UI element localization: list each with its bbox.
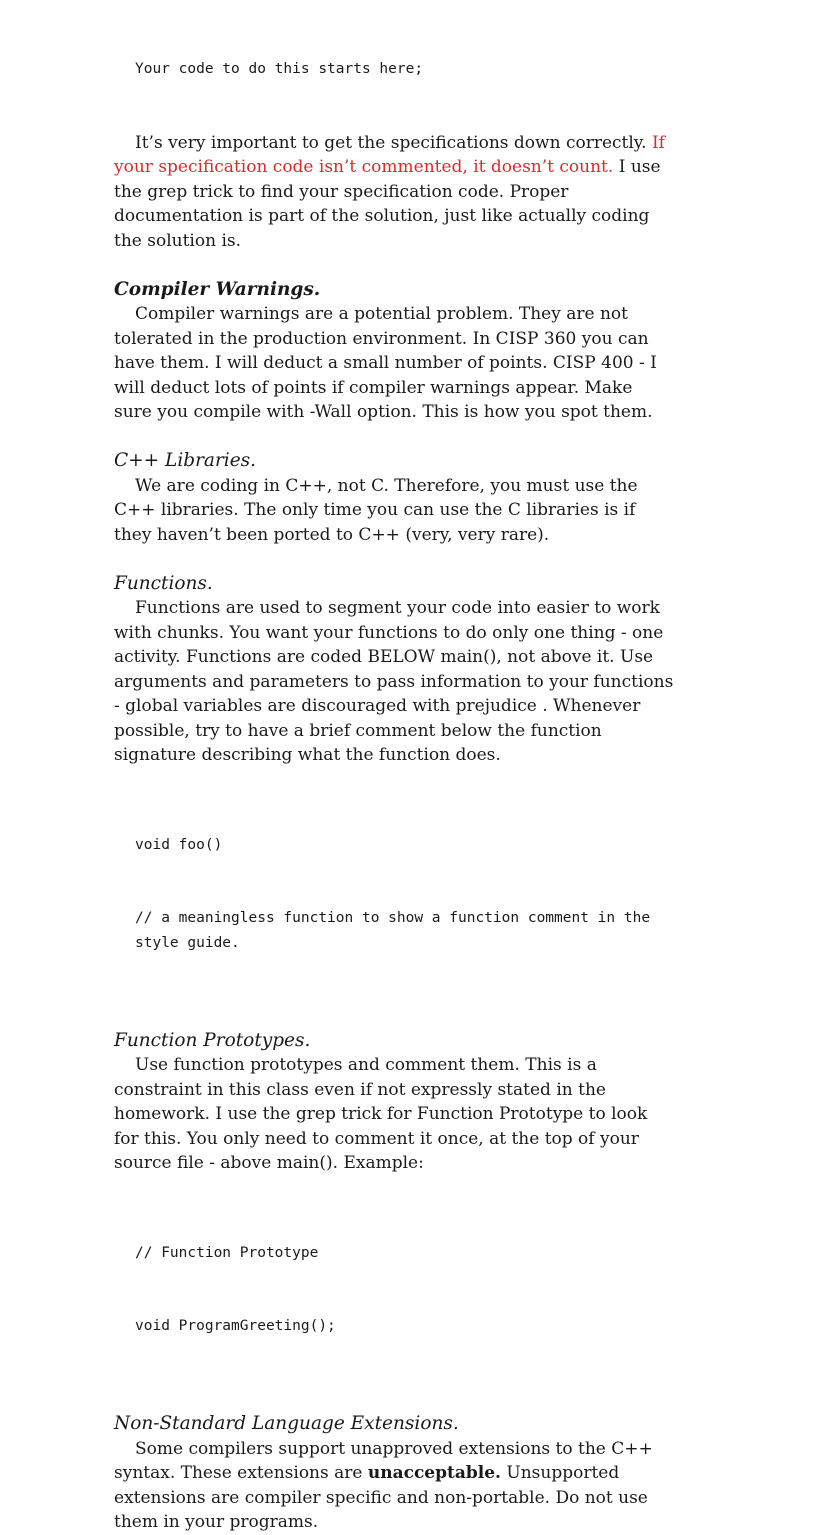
intro-warning-text: If your specification code isn’t commented, it doesn’t count.: [114, 132, 665, 177]
code-line: void foo(): [135, 836, 223, 853]
non-standard-paragraph: [114, 1437, 674, 1535]
intro-text-b: I use the grep trick to find your specification code. Proper documentation is part of the solution, just like actually coding the solution is.: [114, 157, 661, 251]
function-prototypes-paragraph: Use function prototypes and comment them. This is a constraint in this class even if not expressly stated in the homework. I use the grep trick for Function Prototype to look for this. You only need to comment it once, at the top of your source file - above main(). Example:: [114, 1055, 648, 1173]
function-prototypes-heading: Function Prototypes.: [114, 1029, 311, 1051]
function-prototypes-code-block: [114, 1192, 674, 1388]
cpp-libraries-heading: C++ Libraries.: [114, 450, 257, 471]
non-standard-text-b: Unsupported extensions are compiler specific and non-portable. Do not use them in your programs.: [114, 1463, 648, 1532]
non-standard-text-a: Some compilers support unapproved extensions to the C++ syntax. These extensions are: [114, 1438, 653, 1483]
code-line: Your code to do this starts here;: [135, 61, 424, 77]
code-line: void ProgramGreeting();: [135, 1318, 336, 1334]
intro-code-block: [114, 8, 674, 131]
non-standard-emphasis: unacceptable.: [367, 1463, 501, 1483]
compiler-warnings-paragraph: Compiler warnings are a potential problem. They are not tolerated in the production environment. In CISP 360 you can have them. I will deduct a small number of points. CISP 400 - I will deduct lots of points if compiler warnings appear. Make sure you compile with -Wall option. This is how you spot them.: [114, 304, 657, 422]
code-line: // a meaningless function to show a function comment in the style guide.: [135, 910, 659, 951]
non-standard-heading: Non-Standard Language Extensions.: [114, 1413, 459, 1434]
intro-text-a: It’s very important to get the specifications down correctly.: [135, 132, 652, 153]
code-line: // Function Prototype: [135, 1244, 319, 1261]
functions-heading: Functions.: [114, 572, 213, 594]
functions-paragraph: Functions are used to segment your code into easier to work with chunks. You want your functions to do only one thing - one activity. Functions are coded BELOW main(), not above it. Use arguments and parameters to pass information to your functions - global variables are discouraged with prejudice . Whenever possible, try to have a brief comment below the function signature describing what the function does.: [114, 598, 674, 765]
cpp-libraries-paragraph: We are coding in C++, not C. Therefore, you must use the C++ libraries. The only time you can use the C libraries is if they haven’t been ported to C++ (very, very rare).: [114, 475, 638, 545]
intro-paragraph: [114, 131, 674, 254]
functions-code-block: [114, 784, 674, 1005]
compiler-warnings-heading: Compiler Warnings.: [114, 278, 321, 300]
document-page: [114, 8, 674, 1535]
